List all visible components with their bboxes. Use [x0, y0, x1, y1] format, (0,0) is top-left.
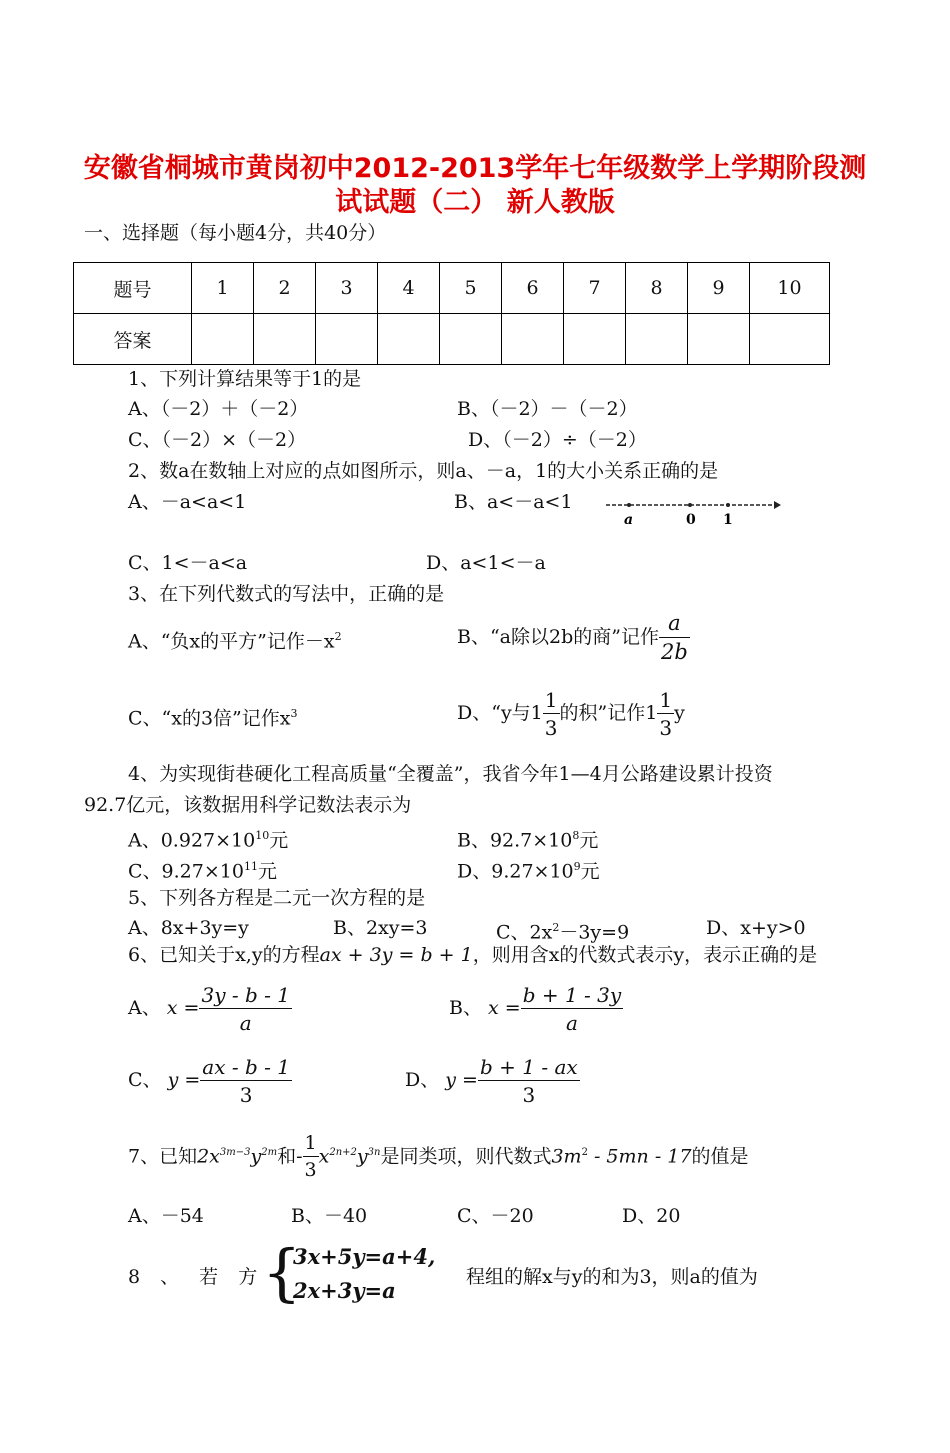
q8-stem-pre: 8 、 若 方 — [128, 1266, 258, 1288]
fraction-denominator: 3 — [304, 1159, 317, 1182]
fraction-denominator: 3 — [544, 716, 558, 740]
q8-equation-2: 2x+3y=a — [293, 1278, 396, 1303]
fraction-denominator: 2b — [660, 640, 688, 664]
q1-option-d: D、（－2）÷（－2） — [468, 429, 647, 451]
q4-option-d-unit: 元 — [580, 860, 600, 883]
q5-stem: 5、下列各方程是二元一次方程的是 — [128, 887, 426, 909]
q5-option-b: B、2xy=3 — [333, 917, 428, 939]
number-cell: 10 — [750, 263, 830, 314]
option-lhs: x = — [166, 997, 200, 1019]
q3-option-d-text: D、“y与1 — [457, 702, 543, 724]
q7-minus: - — [296, 1145, 303, 1168]
section-heading: 一、选择题（每小题4分，共40分） — [84, 222, 387, 244]
q7-expr1: 3m — [551, 1145, 582, 1168]
option-label: D、 — [405, 1069, 440, 1091]
q6-option-b — [449, 980, 623, 1036]
q7-option-a: A、－54 — [128, 1205, 204, 1227]
number-line-figure — [604, 495, 782, 529]
fraction-denominator: 3 — [522, 1083, 536, 1107]
q7-term2-y: y — [356, 1145, 368, 1168]
fraction-numerator: b + 1 - 3y — [522, 983, 622, 1007]
axis-label-zero: 0 — [686, 512, 696, 528]
answer-cell[interactable] — [750, 314, 830, 365]
q2-option-d: D、a<1<－a — [426, 552, 546, 574]
q1-stem: 1、下列计算结果等于1的是 — [128, 368, 362, 390]
point-zero — [688, 503, 692, 507]
axis-label-one: 1 — [723, 512, 733, 528]
answer-cell[interactable] — [502, 314, 564, 365]
q4-option-b-exponent: 8 — [572, 829, 580, 842]
header-label-cell: 题号 — [74, 263, 192, 314]
q3-option-d-fraction-2 — [657, 690, 674, 738]
q4-option-d — [457, 855, 600, 883]
q8-stem-post: 程组的解x与y的和为3，则a的值为 — [466, 1266, 758, 1288]
q5-option-c-text: C、2x — [496, 921, 553, 944]
q3-option-a-exponent: 2 — [334, 630, 342, 643]
q5-option-d: D、x+y>0 — [706, 917, 806, 939]
q4-option-d-exponent: 9 — [573, 860, 581, 873]
option-lhs: x = — [488, 997, 521, 1019]
q4-stem-line2: 92.7亿元，该数据用科学记数法表示为 — [84, 794, 412, 816]
fraction-numerator: 1 — [544, 688, 558, 712]
q3-stem: 3、在下列代数式的写法中，正确的是 — [128, 583, 445, 605]
q5-option-c-rest: －3y=9 — [559, 921, 630, 944]
q6-stem-post: ，则用含x的代数式表示y，表示正确的是 — [472, 944, 818, 966]
q7-stem-mid: 是同类项，则代数式 — [380, 1145, 552, 1168]
q7-term1-y: y — [250, 1145, 262, 1168]
q6-option-a-fraction — [199, 985, 292, 1033]
q6-option-d — [405, 1052, 580, 1108]
q1-option-b: B、（－2）－（－2） — [457, 398, 638, 420]
fraction-numerator: 1 — [303, 1134, 319, 1157]
q3-option-c-exponent: 3 — [290, 707, 298, 720]
fraction-numerator: ax - b - 1 — [202, 1055, 290, 1079]
q7-term2-x: x — [318, 1145, 330, 1168]
q6-option-d-fraction — [478, 1057, 580, 1105]
q3-option-a-text: A、“负x的平方”记作－x — [128, 630, 335, 653]
number-line-arrow — [774, 501, 781, 509]
q7-and: 和 — [277, 1145, 297, 1168]
q6-stem — [128, 943, 817, 967]
q4-option-c-unit: 元 — [257, 860, 277, 883]
q1-option-a: A、（－2）＋（－2） — [128, 398, 309, 420]
q6-option-c — [128, 1052, 292, 1108]
answer-cell[interactable] — [626, 314, 688, 365]
q7-option-d: D、20 — [622, 1205, 681, 1227]
fraction-numerator: 1 — [659, 688, 673, 712]
q7-term2-y-exponent: 3n — [367, 1147, 381, 1158]
q7-term1-exponent: 3m−3 — [219, 1147, 251, 1158]
q3-option-a — [128, 625, 342, 653]
q6-equation: ax + 3y = b + 1 — [319, 944, 473, 966]
fraction-denominator: a — [565, 1011, 578, 1035]
q6-stem-pre: 6、已知关于x,y的方程 — [128, 944, 320, 966]
answer-cell[interactable] — [254, 314, 316, 365]
answer-cell[interactable] — [192, 314, 254, 365]
q2-stem: 2、数a在数轴上对应的点如图所示，则a、－a，1的大小关系正确的是 — [128, 460, 719, 482]
answer-cell[interactable] — [316, 314, 378, 365]
q3-option-b-text: B、“a除以2b的商”记作 — [457, 626, 659, 648]
q3-option-c — [128, 702, 297, 730]
q3-option-b — [457, 612, 690, 663]
q4-option-d-text: D、9.27×10 — [457, 860, 574, 883]
number-cell: 9 — [688, 263, 750, 314]
number-cell: 3 — [316, 263, 378, 314]
q5-option-c-exponent: 2 — [552, 921, 560, 934]
q7-stem-end: 的值是 — [691, 1145, 749, 1168]
q4-stem-line1: 4、为实现街巷硬化工程高质量“全覆盖”，我省今年1—4月公路建设累计投资 — [128, 763, 773, 785]
number-cell: 5 — [440, 263, 502, 314]
q6-option-b-fraction — [521, 985, 624, 1033]
q6-option-c-fraction — [200, 1057, 292, 1105]
q3-option-c-text: C、“x的3倍”记作x — [128, 707, 291, 730]
q7-term2-exponent: 2n+2 — [329, 1147, 357, 1158]
q7-fraction — [303, 1134, 319, 1180]
q5-option-a: A、8x+3y=y — [128, 917, 249, 939]
q2-option-b: B、a<－a<1 — [454, 491, 573, 513]
option-label: C、 — [128, 1069, 162, 1091]
q7-expr2: - 5mn - 17 — [587, 1145, 692, 1168]
q4-option-a-unit: 元 — [269, 829, 289, 852]
q1-option-c: C、（－2）×（－2） — [128, 429, 307, 451]
fraction-denominator: 3 — [239, 1083, 253, 1107]
number-cell: 1 — [192, 263, 254, 314]
q3-option-d-end: y — [674, 702, 685, 724]
q7-expr-exponent: 2 — [581, 1147, 588, 1158]
number-cell: 6 — [502, 263, 564, 314]
q7-option-b: B、－40 — [291, 1205, 368, 1227]
point-one — [726, 503, 730, 507]
fraction-denominator: 3 — [659, 716, 673, 740]
page-title-line1: 安徽省桐城市黄岗初中2012-2013学年七年级数学上学期阶段测 — [83, 153, 867, 184]
option-lhs: y = — [445, 1069, 478, 1091]
q3-option-d — [457, 688, 685, 738]
number-cell: 4 — [378, 263, 440, 314]
q7-term1: 2x — [197, 1145, 220, 1168]
q5-option-c — [496, 916, 629, 944]
q4-option-c-exponent: 11 — [243, 860, 258, 873]
fraction-numerator: b + 1 - ax — [479, 1055, 578, 1079]
q7-stem — [128, 1128, 748, 1181]
q4-option-a-exponent: 10 — [255, 829, 270, 842]
answer-cell[interactable] — [440, 314, 502, 365]
fraction-denominator: a — [239, 1011, 252, 1035]
answer-cell[interactable] — [564, 314, 626, 365]
answer-cell[interactable] — [688, 314, 750, 365]
answer-label-cell: 答案 — [74, 314, 192, 365]
q6-option-a — [128, 980, 292, 1036]
q8-equation-1: 3x+5y=a+4, — [293, 1244, 436, 1269]
number-cell: 2 — [254, 263, 316, 314]
q7-stem-pre: 7、已知 — [128, 1145, 198, 1168]
system-brace-icon: { — [262, 1236, 302, 1309]
option-lhs: y = — [167, 1069, 201, 1091]
q3-option-d-fraction — [543, 690, 560, 738]
q2-option-c: C、1<－a<a — [128, 552, 248, 574]
q4-option-c-text: C、9.27×10 — [128, 860, 244, 883]
q4-option-c — [128, 855, 277, 883]
fraction-numerator: 3y - b - 1 — [201, 983, 290, 1007]
answer-cell[interactable] — [378, 314, 440, 365]
q7-term1-y-exponent: 2m — [261, 1147, 278, 1158]
q4-option-b — [457, 824, 598, 852]
q2-option-a: A、－a<a<1 — [128, 491, 247, 513]
q7-option-c: C、－20 — [457, 1205, 534, 1227]
axis-label-a: a — [624, 512, 634, 528]
q3-option-b-fraction — [659, 613, 690, 663]
q4-option-b-text: B、92.7×10 — [457, 829, 573, 852]
answer-table — [73, 262, 830, 365]
q4-option-b-unit: 元 — [579, 829, 599, 852]
q4-option-a-text: A、0.927×10 — [128, 829, 256, 852]
table-row — [74, 314, 830, 365]
point-a — [627, 503, 631, 507]
page-title-line2: 试试题（二） 新人教版 — [335, 187, 615, 218]
fraction-numerator: a — [659, 613, 690, 638]
table-row — [74, 263, 830, 314]
q4-option-a — [128, 824, 288, 852]
option-label: B、 — [449, 997, 482, 1019]
q3-option-d-middle: 的积”记作1 — [559, 702, 658, 724]
number-cell: 8 — [626, 263, 688, 314]
option-label: A、 — [128, 997, 161, 1019]
number-cell: 7 — [564, 263, 626, 314]
